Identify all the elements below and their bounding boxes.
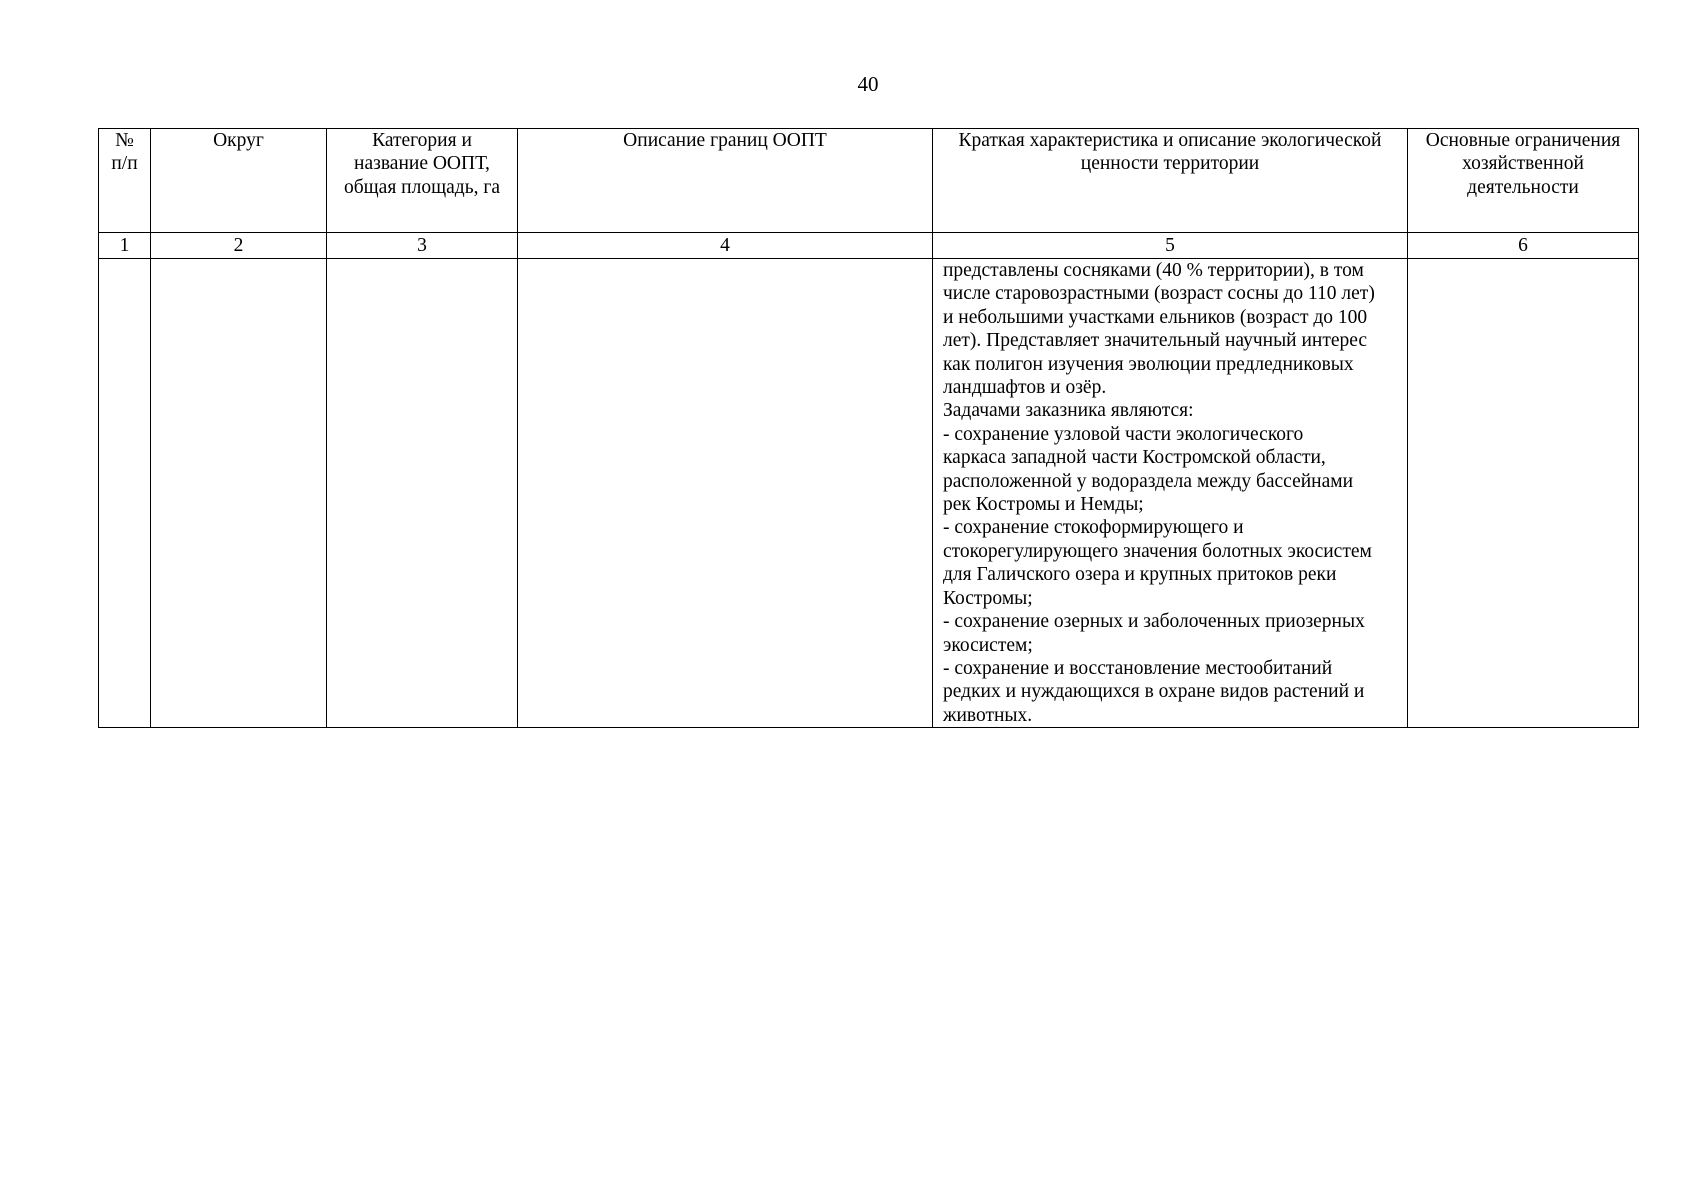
description-line: - сохранение озерных и заболоченных приозерных [943, 611, 1365, 633]
cell-restrictions [1408, 259, 1639, 728]
description-line: каркаса западной части Костромской области, [943, 447, 1326, 469]
description-line: как полигон изучения эволюции предледниковых [943, 353, 1354, 375]
table-row [99, 259, 1639, 728]
description-line: Костромы; [943, 587, 1033, 609]
header-boundaries: Описание границ ООПТ [518, 129, 933, 233]
cell-number [99, 259, 151, 728]
header-characteristics: Краткая характеристика и описание экологической ценности территории [933, 129, 1408, 233]
header-district: Округ [151, 129, 327, 233]
cell-district [151, 259, 327, 728]
column-number: 5 [933, 233, 1408, 259]
description-line: лет). Представляет значительный научный интерес [943, 330, 1368, 352]
description-line: Задачами заказника являются: [943, 400, 1194, 422]
description-line: ландшафтов и озёр. [943, 377, 1107, 399]
description-line: расположенной у водораздела между бассейнами [943, 470, 1354, 492]
description-line: животных. [943, 704, 1033, 726]
column-number: 4 [518, 233, 933, 259]
column-number-row [99, 233, 1639, 259]
protected-areas-table [98, 128, 1639, 728]
header-number: № п/п [99, 129, 151, 233]
description-line: экосистем; [943, 634, 1033, 656]
description-line: рек Костромы и Немды; [943, 494, 1144, 516]
description-line: числе старовозрастными (возраст сосны до 110 лет) [943, 283, 1375, 305]
page-number: 40 [857, 72, 879, 96]
description-line: - сохранение узловой части экологического [943, 423, 1304, 445]
table-header-row [99, 129, 1639, 233]
column-number: 3 [327, 233, 518, 259]
column-number: 2 [151, 233, 327, 259]
description-line: представлены сосняками (40 % территории), в том [943, 260, 1364, 281]
header-category: Категория и название ООПТ, общая площадь, га [327, 129, 518, 233]
description-line: - сохранение и восстановление местообитаний [943, 657, 1333, 679]
description-line: и небольшими участками ельников (возраст до 100 [943, 306, 1368, 328]
description-line: стокорегулирующего значения болотных экосистем [943, 540, 1372, 562]
header-restrictions: Основные ограничения хозяйственной деятельности [1408, 129, 1639, 233]
cell-category [327, 259, 518, 728]
description-line: для Галичского озера и крупных притоков реки [943, 564, 1337, 586]
cell-boundaries [518, 259, 933, 728]
cell-characteristics [933, 259, 1408, 728]
description-line: редких и нуждающихся в охране видов растений и [943, 681, 1365, 703]
description-line: - сохранение стокоформирующего и [943, 517, 1244, 539]
column-number: 6 [1408, 233, 1639, 259]
column-number: 1 [99, 233, 151, 259]
